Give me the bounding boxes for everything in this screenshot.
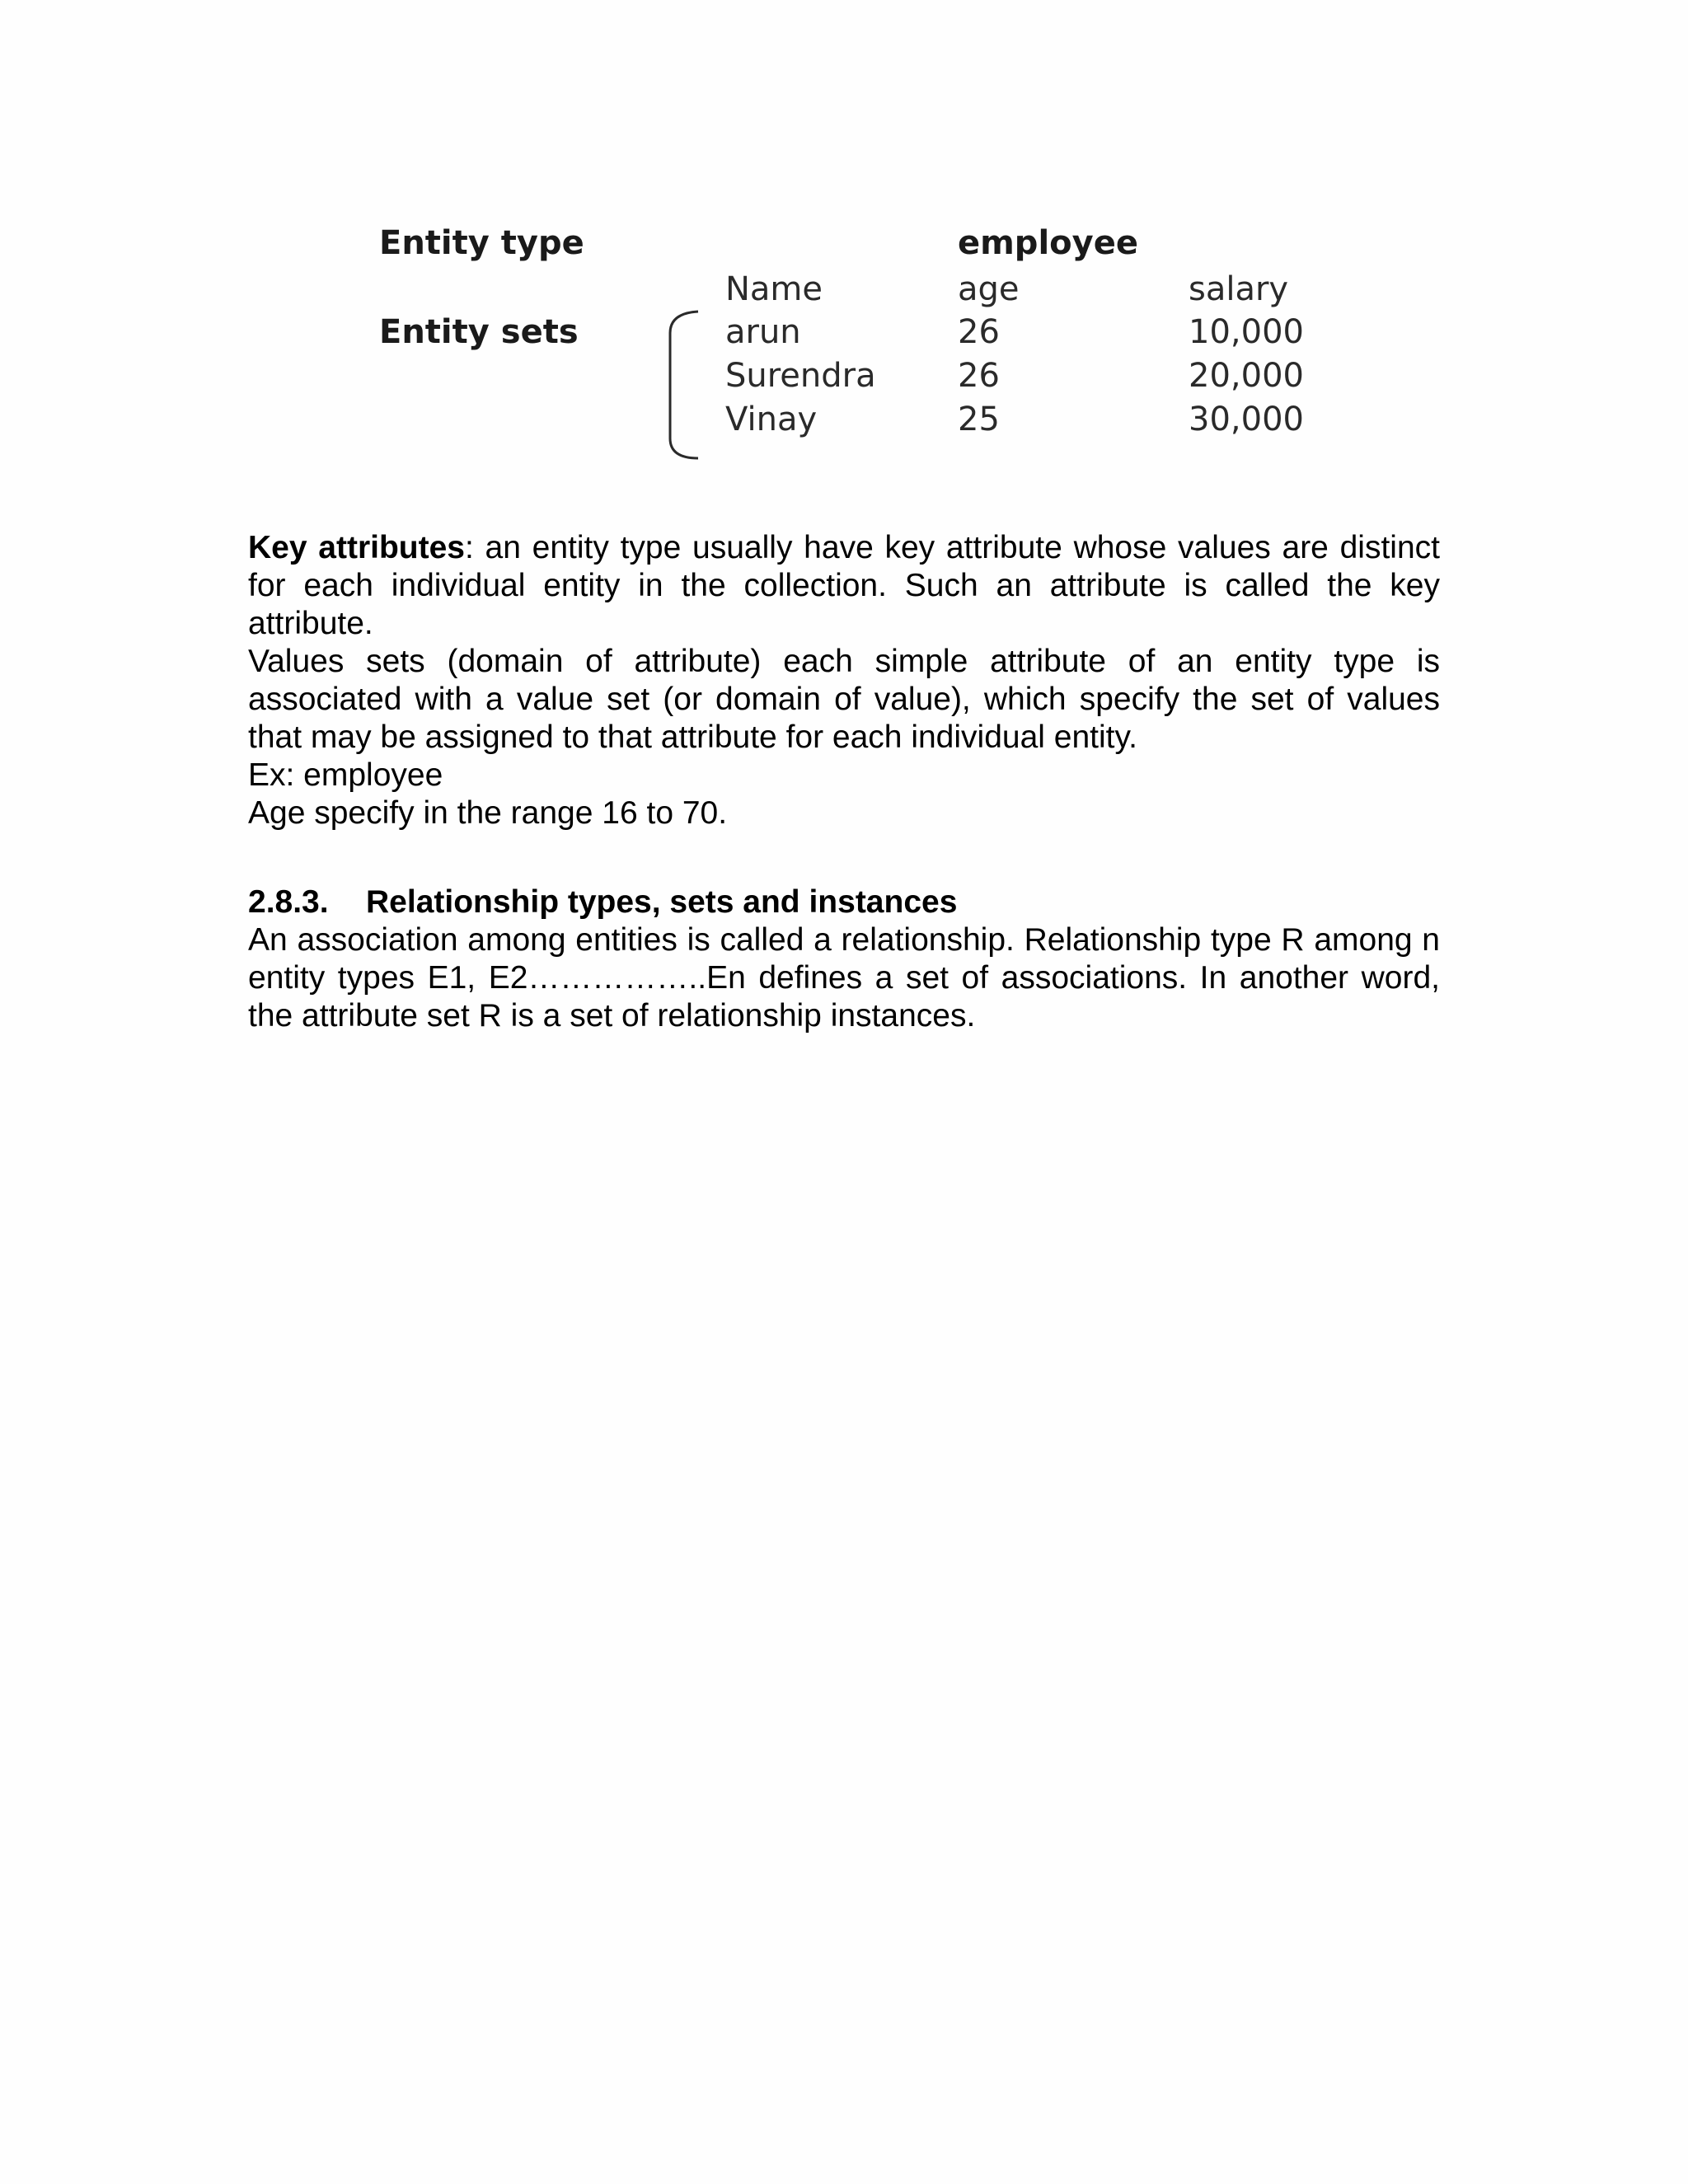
section-number: 2.8.3. <box>248 884 329 920</box>
column-header-salary: salary <box>1189 270 1289 308</box>
column-header-age: age <box>958 270 1020 308</box>
entity-figure <box>0 0 1688 494</box>
entity-sets-label: Entity sets <box>379 313 579 351</box>
brace-bracket <box>663 308 705 462</box>
row-2-age: 26 <box>958 357 1000 395</box>
row-3-age: 25 <box>958 401 1000 438</box>
key-attributes-term: Key attributes <box>248 530 465 565</box>
key-attributes-text: : an entity type usually have key attribute whose values are distinct for each individual entity in the collection. Such an attribute is called the key attribute. <box>248 530 1440 641</box>
column-header-name: Name <box>725 270 823 308</box>
section-heading <box>248 883 957 921</box>
entity-type-label: Entity type <box>379 224 584 262</box>
key-attributes-paragraph <box>248 529 1440 643</box>
age-range-line: Age specify in the range 16 to 70. <box>248 795 728 831</box>
row-3-name: Vinay <box>725 401 818 438</box>
row-1-name: arun <box>725 313 801 351</box>
row-2-name: Surendra <box>725 357 876 395</box>
example-line: Ex: employee <box>248 757 443 793</box>
section-title: Relationship types, sets and instances <box>366 884 958 920</box>
relationship-paragraph: An association among entities is called a relationship. Relationship type R among n entity types E1, E2……………..En defines a set of associations. In another word, the attribute set R is a set of relationship instances. <box>248 922 1440 1033</box>
row-1-salary: 10,000 <box>1189 313 1304 351</box>
entity-name: employee <box>958 224 1138 262</box>
row-2-salary: 20,000 <box>1189 357 1304 395</box>
row-3-salary: 30,000 <box>1189 401 1304 438</box>
values-sets-paragraph: Values sets (domain of attribute) each simple attribute of an entity type is associated with a value set (or domain of value), which specify the set of values that may be assigned to that attribute for each individual entity. <box>248 644 1440 755</box>
row-1-age: 26 <box>958 313 1000 351</box>
